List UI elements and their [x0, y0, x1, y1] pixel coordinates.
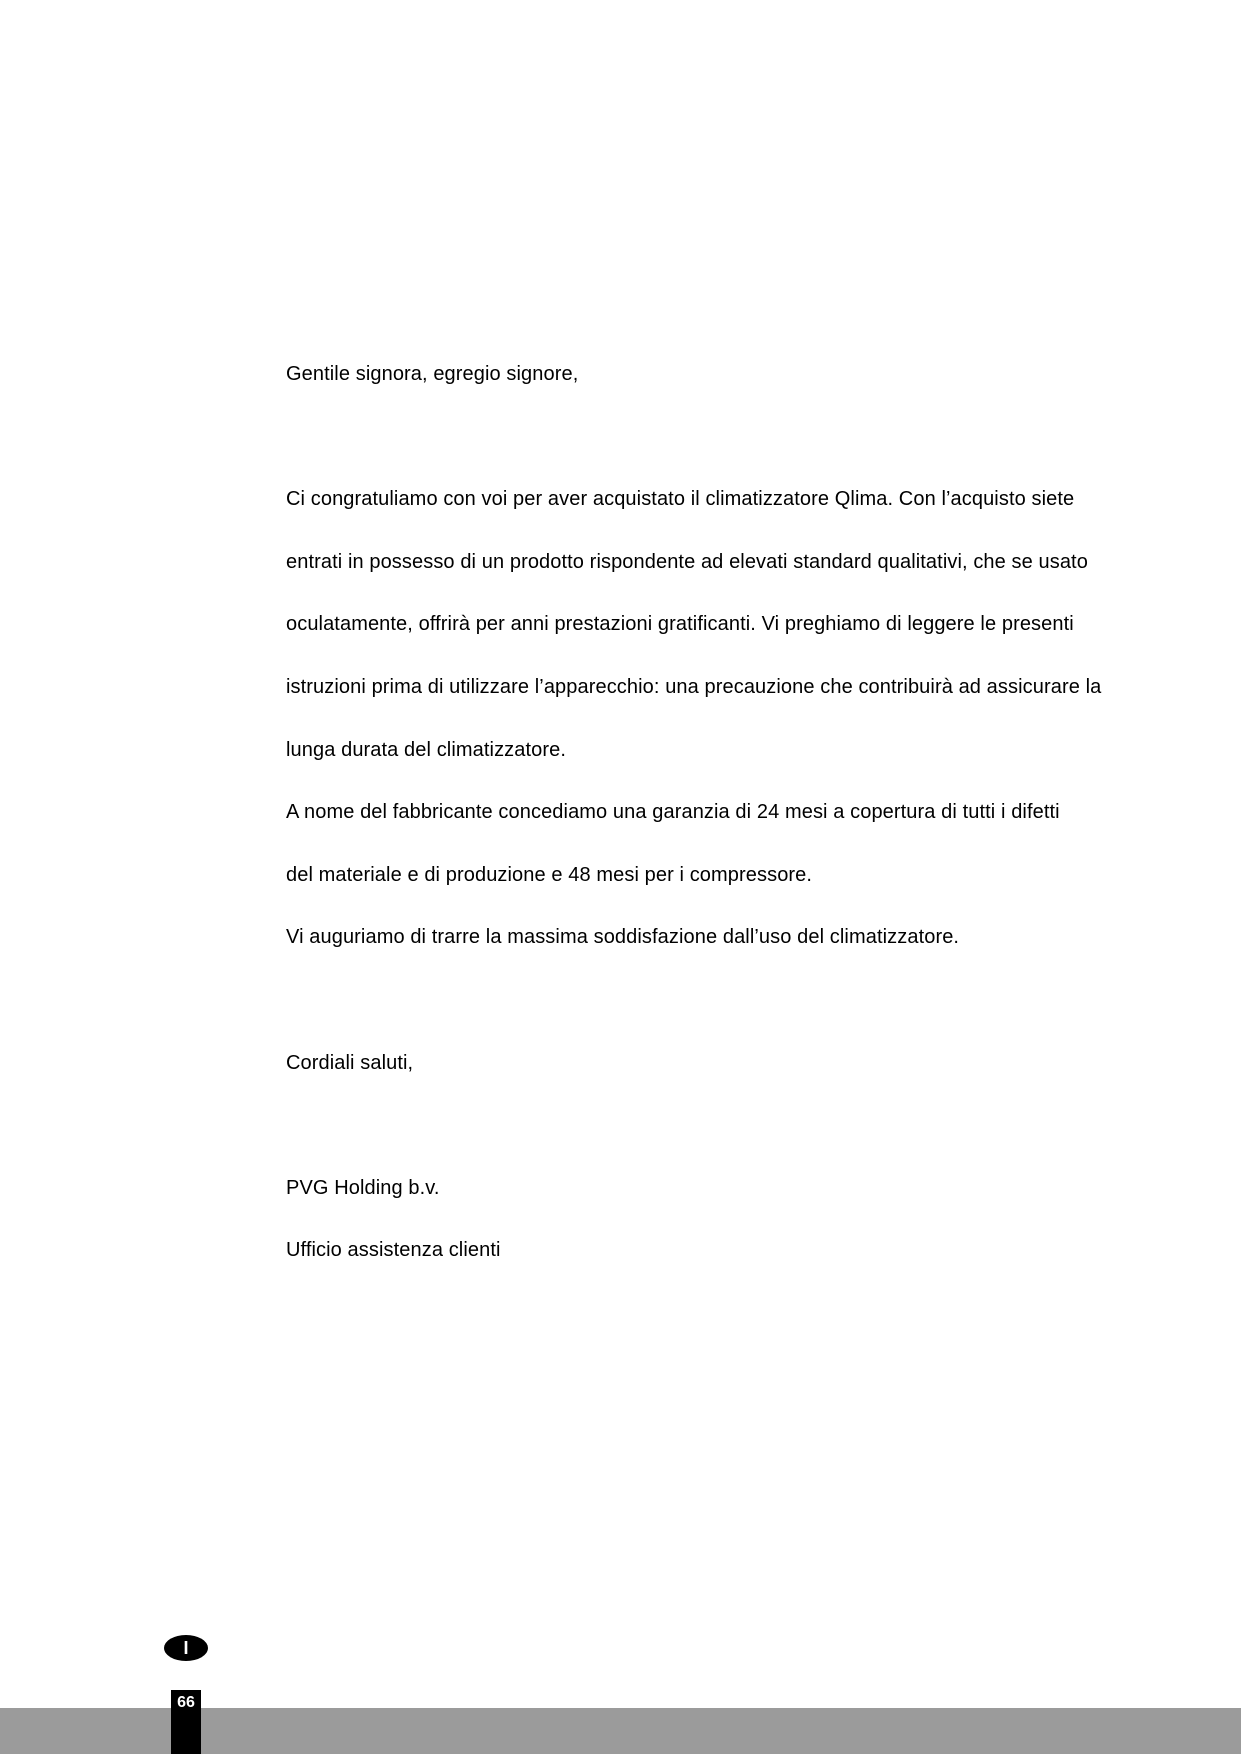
blank-line — [286, 986, 1166, 1049]
blank-line — [286, 1111, 1166, 1174]
closing: Cordiali saluti, — [286, 1051, 414, 1074]
paragraph-line: entrati in possesso di un prodotto rispondente ad elevati standard qualitativi, che se usato — [286, 550, 1088, 573]
paragraph-line: lunga durata del climatizzatore. — [286, 738, 567, 761]
paragraph-line: Ci congratuliamo con voi per aver acquistato il climatizzatore Qlima. Con l’acquisto siete — [286, 488, 1075, 511]
page-number: 66 — [171, 1690, 201, 1754]
blank-line — [286, 423, 1166, 486]
paragraph-line: A nome del fabbricante concediamo una garanzia di 24 mesi a copertura di tutti i difetti — [286, 801, 1060, 824]
paragraph-line: del materiale e di produzione e 48 mesi per i compressore. — [286, 863, 813, 886]
signature-company: PVG Holding b.v. — [286, 1176, 440, 1199]
letter-body — [286, 360, 1166, 1299]
paragraph-line: oculatamente, offrirà per anni prestazioni gratificanti. Vi preghiamo di leggere le presenti — [286, 613, 1074, 636]
paragraph-line: Vi auguriamo di trarre la massima soddisfazione dall’uso del climatizzatore. — [286, 926, 960, 949]
signature-department: Ufficio assistenza clienti — [286, 1239, 501, 1262]
paragraph-line: istruzioni prima di utilizzare l’apparecchio: una precauzione che contribuirà ad assicurare la — [286, 675, 1102, 698]
language-badge: I — [164, 1635, 208, 1661]
greeting: Gentile signora, egregio signore, — [286, 363, 579, 385]
